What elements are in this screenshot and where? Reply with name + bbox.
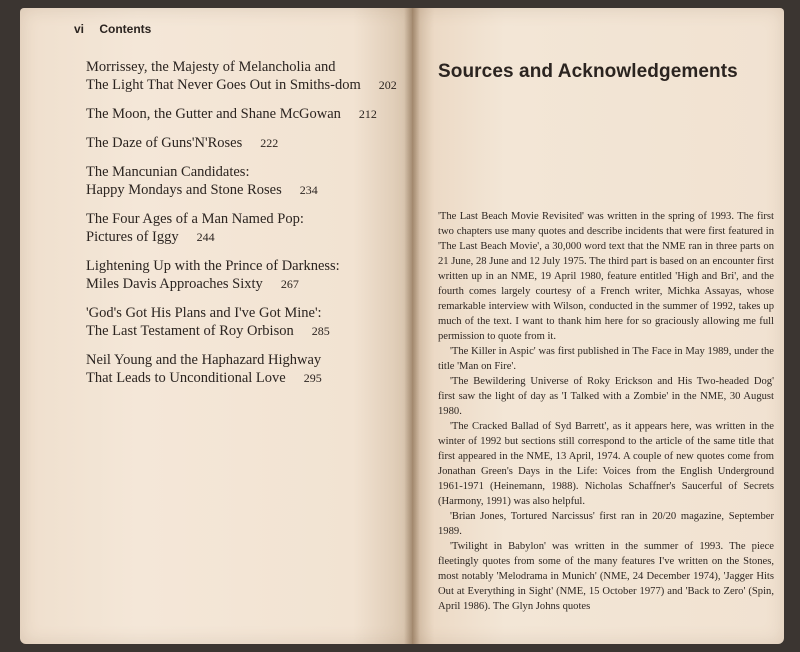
book-gutter xyxy=(404,8,420,644)
entry-page-number: 244 xyxy=(196,230,215,244)
body-paragraph: 'The Cracked Ballad of Syd Barrett', as it appears here, was written in the winter of 1992 but sections still correspond to the article of the same title that first appeared in the NME, 13 April, 1974. A couple of new quotes come from Jonathan Green's Days in the Life: Voices from the English Underground 1961-1971 (Heinemann, 1988). Nicholas Schaffner's Saucerful of Secrets (Harmony, 1991) was also helpful. xyxy=(438,421,774,507)
body-paragraph: 'The Bewildering Universe of Roky Erickson and His Two-headed Dog' first saw the light of day as 'I Talked with a Zombie' in the NME, 30 August 1980. xyxy=(438,376,774,417)
entry-title-line: The Last Testament of Roy Orbison 285 xyxy=(86,323,330,339)
entry-page-number: 295 xyxy=(303,371,322,385)
contents-entry xyxy=(86,163,396,199)
entry-title-line: 'God's Got His Plans and I've Got Mine': xyxy=(86,305,322,321)
page-folio: vi xyxy=(74,22,85,36)
entry-title-line: The Light That Never Goes Out in Smiths-dom 202 xyxy=(86,77,397,93)
entry-title-line: The Daze of Guns'N'Roses 222 xyxy=(86,135,279,151)
entry-title-line: That Leads to Unconditional Love 295 xyxy=(86,370,322,386)
entry-title-line: Pictures of Iggy 244 xyxy=(86,229,215,245)
acknowledgements-body xyxy=(438,209,774,614)
entry-title-line: Lightening Up with the Prince of Darkness: xyxy=(86,258,340,274)
entry-page-number: 285 xyxy=(311,324,330,338)
running-head-title: Contents xyxy=(99,22,152,36)
contents-entry xyxy=(86,134,396,152)
entry-title-line: The Mancunian Candidates: xyxy=(86,164,250,180)
body-paragraph: 'Brian Jones, Tortured Narcissus' first ran in 20/20 magazine, September 1989. xyxy=(438,511,774,537)
entry-title-line: Miles Davis Approaches Sixty 267 xyxy=(86,276,299,292)
entry-title-line: Happy Mondays and Stone Roses 234 xyxy=(86,182,318,198)
contents-entry xyxy=(86,351,396,387)
entry-page-number: 234 xyxy=(299,183,318,197)
section-title: Sources and Acknowledgements xyxy=(438,61,738,82)
body-paragraph: 'Twilight in Babylon' was written in the summer of 1993. The piece fleetingly quotes from some of the many features I've written on the Stones, most notably 'Melodrama in Munich' (NME, 24 December 1974), 'Jagger Hits Out at Everything in Sight' (NME, 15 October 1977) and 'Back to Zero' (Spin, April 1986). The Glyn Johns quotes xyxy=(438,541,774,612)
contents-entry xyxy=(86,58,396,94)
entry-title-line: The Four Ages of a Man Named Pop: xyxy=(86,211,304,227)
entry-page-number: 202 xyxy=(378,78,397,92)
entry-page-number: 267 xyxy=(280,277,299,291)
running-head xyxy=(74,22,151,36)
body-paragraph: 'The Killer in Aspic' was first published in The Face in May 1989, under the title 'Man on Fire'. xyxy=(438,346,774,372)
entry-title-line: Neil Young and the Haphazard Highway xyxy=(86,352,322,368)
entry-title-line: Morrissey, the Majesty of Melancholia and xyxy=(86,59,336,75)
contents-entry xyxy=(86,210,396,246)
contents-entry xyxy=(86,257,396,293)
entry-page-number: 212 xyxy=(358,107,377,121)
contents-entry xyxy=(86,105,396,123)
entry-title-line: The Moon, the Gutter and Shane McGowan 212 xyxy=(86,106,377,122)
contents-list xyxy=(86,58,396,398)
entry-page-number: 222 xyxy=(260,136,279,150)
body-paragraph: 'The Last Beach Movie Revisited' was written in the spring of 1993. The first two chapters use many quotes and describe incidents that were first featured in 'The Last Beach Movie', a 30,000 word text that the NME ran in three parts on 21 June, 28 June and 12 July 1975. The third part is based on an encounter first written up in an NME, 19 April 1980, feature entitled 'High and Bri', and the fourth comes largely courtesy of a French writer, Michka Assayas, whose remarkable interview with Wilson, conducted in the summer of 1992, takes up much of the text. I want to thank him here for so graciously allowing me full permission to quote from it. xyxy=(438,211,774,342)
contents-entry xyxy=(86,304,396,340)
